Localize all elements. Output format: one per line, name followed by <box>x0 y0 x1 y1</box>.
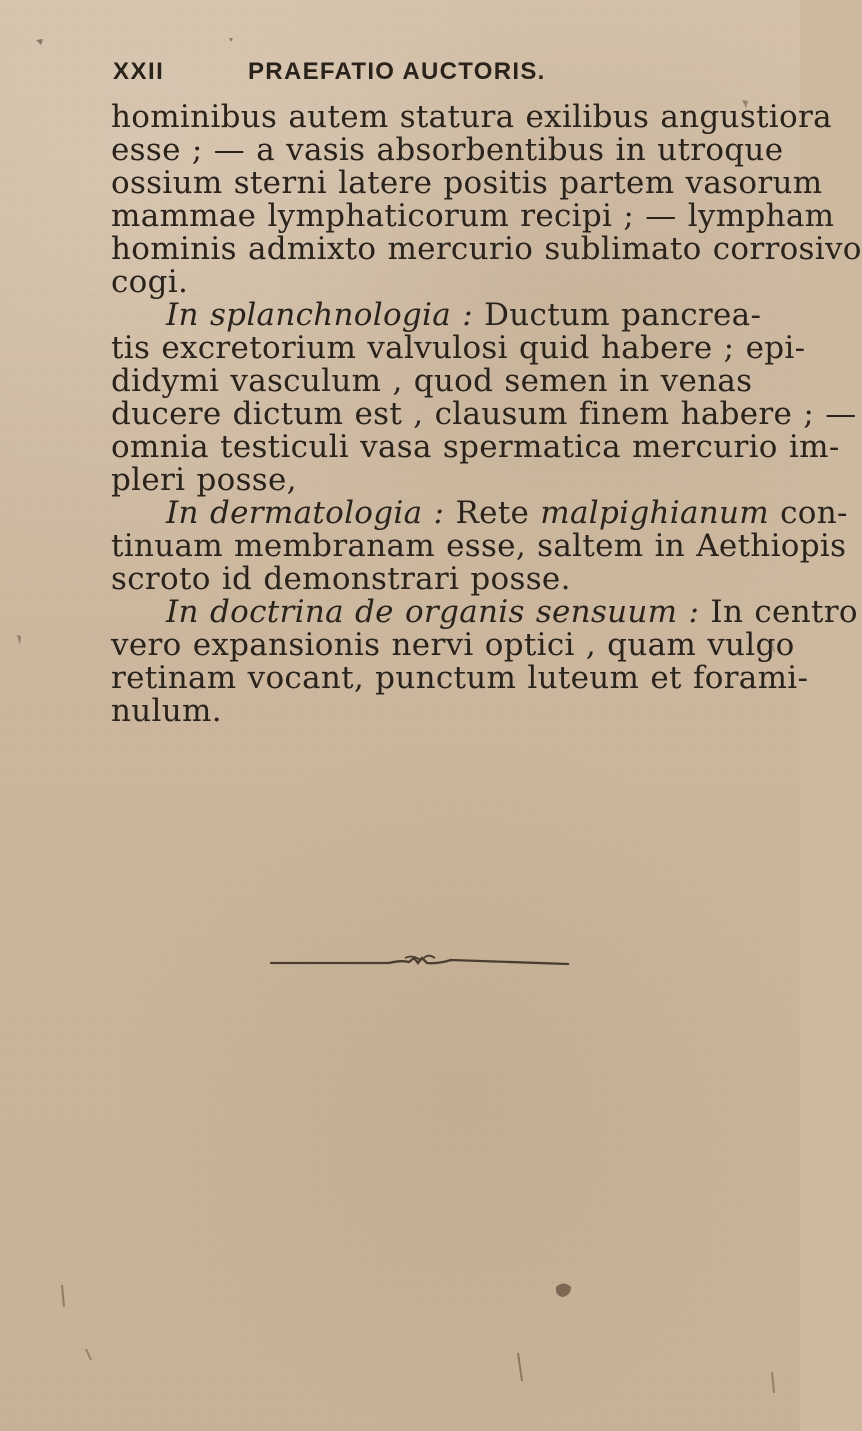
text-line: hominibus autem statura exilibus angustiora <box>111 99 832 135</box>
section-ornament <box>269 952 570 970</box>
page-header <box>113 58 703 96</box>
text-line: cogi. <box>111 264 189 300</box>
text-line: hominis admixto mercurio sublimato corrosivo <box>111 231 862 267</box>
section-line <box>111 297 762 333</box>
text-line: tis excretorium valvulosi quid habere ; epi- <box>111 330 806 366</box>
text-line: mammae lymphaticorum recipi ; — lympham <box>111 198 835 234</box>
section-line <box>111 594 858 630</box>
text-line: tinuam membranam esse, saltem in Aethiopis <box>111 528 847 564</box>
text-line: ducere dictum est , clausum finem habere ; — <box>111 396 857 432</box>
section-text: con- <box>768 495 848 531</box>
main-text <box>111 99 862 729</box>
text-line: didymi vasculum , quod semen in venas <box>111 363 753 399</box>
page-number: XXII <box>113 58 165 85</box>
text-line: esse ; — a vasis absorbentibus in utroque <box>111 132 784 168</box>
section-heading: In dermatologia : <box>166 495 445 531</box>
text-line: scroto id demonstrari posse. <box>111 561 571 597</box>
section-heading: In doctrina de organis sensuum : <box>166 594 700 630</box>
text-line: retinam vocant, punctum luteum et forami- <box>111 660 809 696</box>
section-heading: In splanchnologia : <box>166 297 473 333</box>
text-line: pleri posse, <box>111 462 297 498</box>
section-line <box>111 495 848 531</box>
text-line: ossium sterni latere positis partem vasorum <box>111 165 823 201</box>
section-text: Ductum pancrea- <box>472 297 762 333</box>
running-title: PRAEFATIO AUCTORIS. <box>248 58 546 85</box>
section-text: Rete <box>444 495 541 531</box>
italic-term: malpighianum <box>540 495 769 531</box>
text-line: omnia testiculi vasa spermatica mercurio im- <box>111 429 840 465</box>
text-line: nulum. <box>111 693 222 729</box>
section-text: In centro <box>699 594 858 630</box>
text-line: vero expansionis nervi optici , quam vulgo <box>111 627 795 663</box>
